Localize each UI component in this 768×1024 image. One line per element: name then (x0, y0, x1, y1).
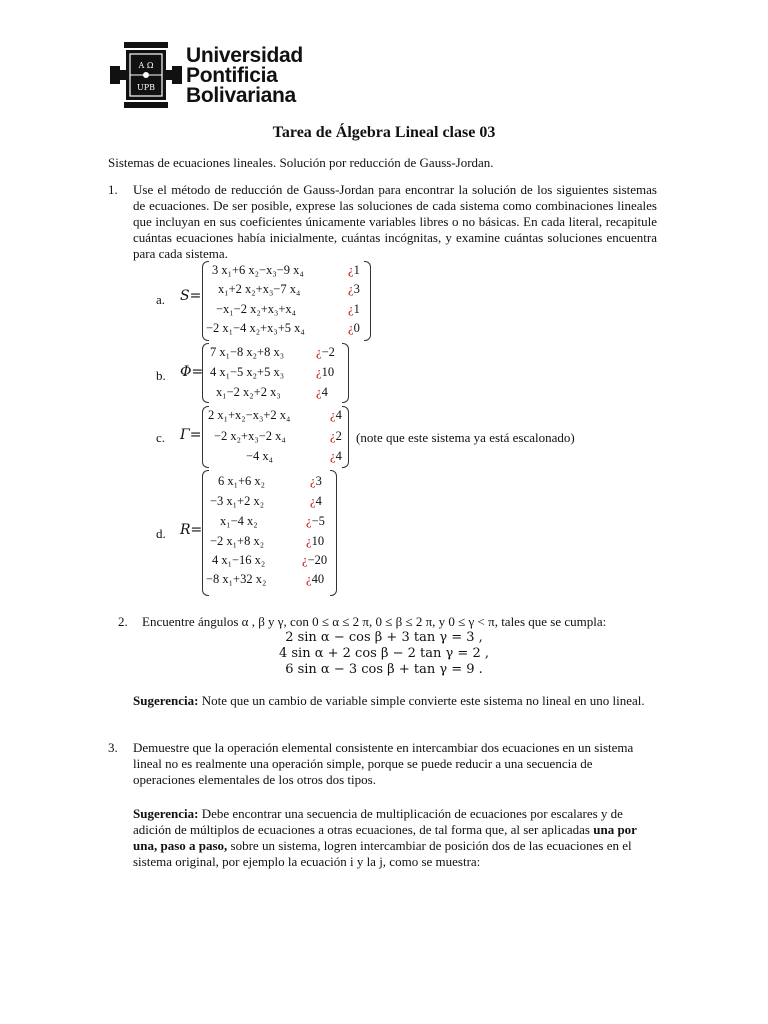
system-c-right-brace (342, 406, 349, 468)
system-d-rhs: ¿−5 (306, 514, 325, 528)
system-d-name: R= (180, 522, 203, 538)
system-c-note: (note que este sistema ya está escalonado) (356, 430, 575, 445)
system-d-rhs: ¿10 (306, 534, 325, 548)
system-b-row: 7 x₁−8 x₂+8 x₃ (210, 345, 285, 359)
q3-text: Demuestre que la operación elemental consistente en intercambiar dos ecuaciones en un sistema lineal no es realmente una operación simple, porque se puede reducir a una secuencia de operaciones elementales de los otros dos tipos. (133, 740, 634, 787)
system-d-rhs: ¿3 (310, 474, 322, 488)
system-d-rhs: ¿4 (310, 494, 322, 508)
system-c-row: −2 x₂+x₃−2 x₄ (214, 429, 286, 443)
system-c-row: 2 x₁+x₂−x₃+2 x₄ (208, 408, 291, 422)
q3-number: 3. (108, 740, 118, 755)
system-d-rhs: ¿−20 (302, 553, 328, 567)
system-c-rhs: ¿4 (330, 408, 342, 422)
system-a-label: a. (156, 292, 166, 307)
system-b-name: Φ= (180, 364, 204, 380)
system-b-rhs: ¿−2 (316, 345, 335, 359)
system-c-name: Γ= (180, 427, 202, 443)
system-d-row: −8 x₁+32 x₂ (206, 572, 267, 586)
q2-hint: Sugerencia: Note que un cambio de variable simple convierte este sistema no lineal en uno lineal. (133, 693, 645, 708)
system-a-row: −2 x₁−4 x₂+x₃+5 x₄ (206, 321, 305, 335)
system-b-rhs: ¿4 (316, 385, 328, 399)
system-d-row: x₁−4 x₂ (220, 514, 258, 528)
university-seal-icon (108, 40, 184, 110)
system-b-row: x₁−2 x₂+2 x₃ (216, 385, 281, 399)
system-a-rhs: ¿0 (348, 321, 360, 335)
university-logo (108, 40, 328, 110)
page-title: Tarea de Álgebra Lineal clase 03 (272, 124, 496, 141)
system-b-label: b. (156, 368, 166, 383)
system-a-row: 3 x₁+6 x₂−x₃−9 x₄ (212, 263, 304, 277)
system-a-rhs: ¿1 (348, 302, 360, 316)
system-d-label: d. (156, 526, 166, 541)
system-c-label: c. (156, 430, 166, 445)
q1-number: 1. (108, 182, 118, 197)
svg-text:UPB: UPB (136, 83, 156, 92)
system-a-row: −x₁−2 x₂+x₃+x₄ (216, 302, 297, 316)
system-b-rhs: ¿10 (316, 365, 335, 379)
system-b-right-brace (342, 343, 349, 403)
system-d-rhs: ¿40 (306, 572, 325, 586)
system-c-row: −4 x₄ (246, 449, 274, 463)
system-a-right-brace (364, 261, 371, 341)
q2-number: 2. (118, 614, 128, 629)
system-d-row: −2 x₁+8 x₂ (210, 534, 265, 548)
system-d-row: 4 x₁−16 x₂ (212, 553, 266, 567)
q2-equation: 2 sin α − cos β + 3 tan γ = 3 , (285, 630, 483, 645)
system-c-rhs: ¿4 (330, 449, 342, 463)
system-d-right-brace (330, 470, 337, 596)
system-d-row: 6 x₁+6 x₂ (218, 474, 266, 488)
q1-text: Use el método de reducción de Gauss-Jordan para encontrar la solución de los siguientes sistemas de ecuaciones. De ser posible, exprese las soluciones de cada sistema como combinaciones lineales que incluyan en sus coeficientes únicamente variables libres o no básicas. En cada literal, recapitule cuántas ecuaciones había inicialmente, cuántas incógnitas, y examine cuántas soluciones encuentra para cada sistema. (133, 182, 657, 261)
q2-equation: 6 sin α − 3 cos β + tan γ = 9 . (285, 662, 483, 677)
system-b-row: 4 x₁−5 x₂+5 x₃ (210, 365, 285, 379)
q2-text: Encuentre ángulos α , β y γ, con 0 ≤ α ≤ 2 π, 0 ≤ β ≤ 2 π, y 0 ≤ γ < π, tales que se cumpla: (142, 614, 607, 629)
system-a-name: S= (180, 288, 202, 304)
system-a-rhs: ¿1 (348, 263, 360, 277)
svg-text:A Ω: A Ω (138, 61, 154, 70)
system-c-rhs: ¿2 (330, 429, 342, 443)
logo-wordmark: Universidad Pontificia Bolivariana (186, 44, 303, 107)
system-b-left-brace (202, 343, 209, 403)
intro-text: Sistemas de ecuaciones lineales. Solución por reducción de Gauss-Jordan. (108, 155, 494, 170)
system-a-rhs: ¿3 (348, 282, 360, 296)
q2-equation: 4 sin α + 2 cos β − 2 tan γ = 2 , (278, 646, 489, 661)
q3-hint: Sugerencia: Debe encontrar una secuencia de multiplicación de ecuaciones por escalares y de adición de múltiplos de ecuaciones a otras ecuaciones, de tal forma que, al ser aplicadas una por una, paso a paso, sobre un sistema, logren intercambiar de posición dos de las ecuaciones en el sistema original, por ejemplo la ecuación i y la j, como se muestra: (133, 806, 637, 869)
system-d-row: −3 x₁+2 x₂ (210, 494, 265, 508)
system-a-row: x₁+2 x₂+x₃−7 x₄ (218, 282, 301, 296)
